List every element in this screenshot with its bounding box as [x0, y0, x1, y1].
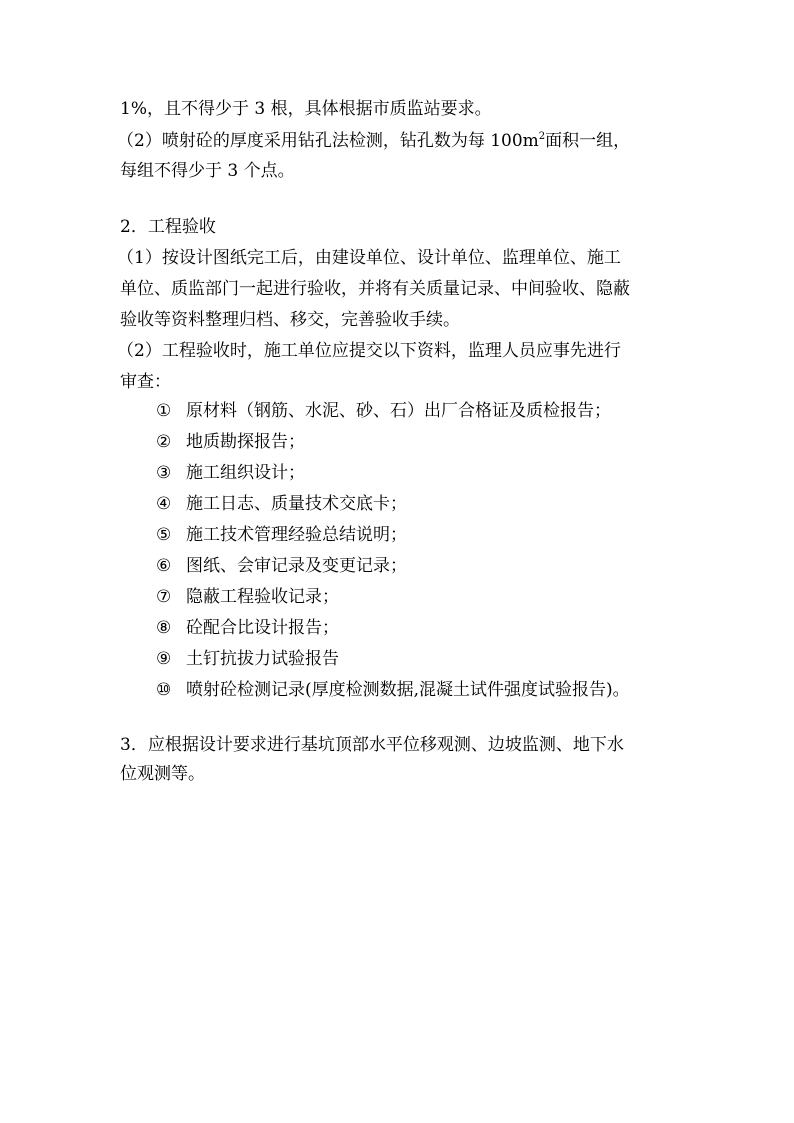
- list-text: 隐蔽工程验收记录；: [186, 587, 339, 607]
- list-item: [156, 465, 305, 482]
- list-number: ⑤: [156, 525, 172, 545]
- section-heading-acceptance: 2．工程验收: [120, 217, 216, 237]
- section-3-line-1: 3．应根据设计要求进行基坑顶部水平位移观测、边坡监测、地下水: [120, 735, 624, 755]
- list-item: [156, 527, 407, 544]
- text-line-points: 每组不得少于 3 个点。: [120, 161, 295, 181]
- list-number: ④: [156, 494, 172, 514]
- superscript: 2: [538, 131, 546, 142]
- paragraph-1-line-2: 单位、质监部门一起进行验收，并将有关质量记录、中间验收、隐蔽: [120, 279, 630, 299]
- list-number: ⑩: [156, 680, 172, 700]
- list-text: 土钉抗拔力试验报告: [186, 649, 339, 669]
- list-item: [156, 558, 407, 575]
- list-item: [156, 403, 611, 420]
- list-item: [156, 620, 339, 637]
- list-text: 施工日志、质量技术交底卡；: [186, 494, 407, 514]
- list-text: 喷射砼检测记录(厚度检测数据,混凝土试件强度试验报告)。: [186, 680, 630, 700]
- list-text: 砼配合比设计报告；: [186, 618, 339, 638]
- list-item: [156, 434, 305, 451]
- list-text: 图纸、会审记录及变更记录；: [186, 556, 407, 576]
- list-item: [156, 682, 630, 699]
- list-text: 施工技术管理经验总结说明；: [186, 525, 407, 545]
- paragraph-1-line-1: （1）按设计图纸完工后，由建设单位、设计单位、监理单位、施工: [117, 248, 621, 268]
- list-number: ⑦: [156, 587, 172, 607]
- paragraph-2-line-1: （2）工程验收时，施工单位应提交以下资料，监理人员应事先进行: [117, 341, 621, 361]
- list-item: [156, 589, 339, 606]
- text-fragment: （2）喷射砼的厚度采用钻孔法检测，钻孔数为每 100m: [117, 131, 539, 151]
- list-number: ②: [156, 432, 172, 452]
- list-number: ③: [156, 463, 172, 483]
- text-line-shotcrete-thickness: [117, 133, 630, 150]
- list-text: 原材料（钢筋、水泥、砂、石）出厂合格证及质检报告；: [186, 401, 611, 421]
- list-text: 施工组织设计；: [186, 463, 305, 483]
- list-item: [156, 651, 339, 668]
- text-fragment: 面积一组，: [545, 131, 631, 151]
- list-number: ⑨: [156, 649, 172, 669]
- list-number: ⑧: [156, 618, 172, 638]
- section-3-line-2: 位观测等。: [120, 764, 205, 784]
- paragraph-1-line-3: 验收等资料整理归档、移交，完善验收手续。: [120, 310, 460, 330]
- paragraph-2-line-2: 审查：: [120, 372, 171, 392]
- text-line-continuation: 1%，且不得少于 3 根，具体根据市质监站要求。: [120, 99, 492, 119]
- list-number: ①: [156, 401, 172, 421]
- list-item: [156, 496, 407, 513]
- list-number: ⑥: [156, 556, 172, 576]
- list-text: 地质勘探报告；: [186, 432, 305, 452]
